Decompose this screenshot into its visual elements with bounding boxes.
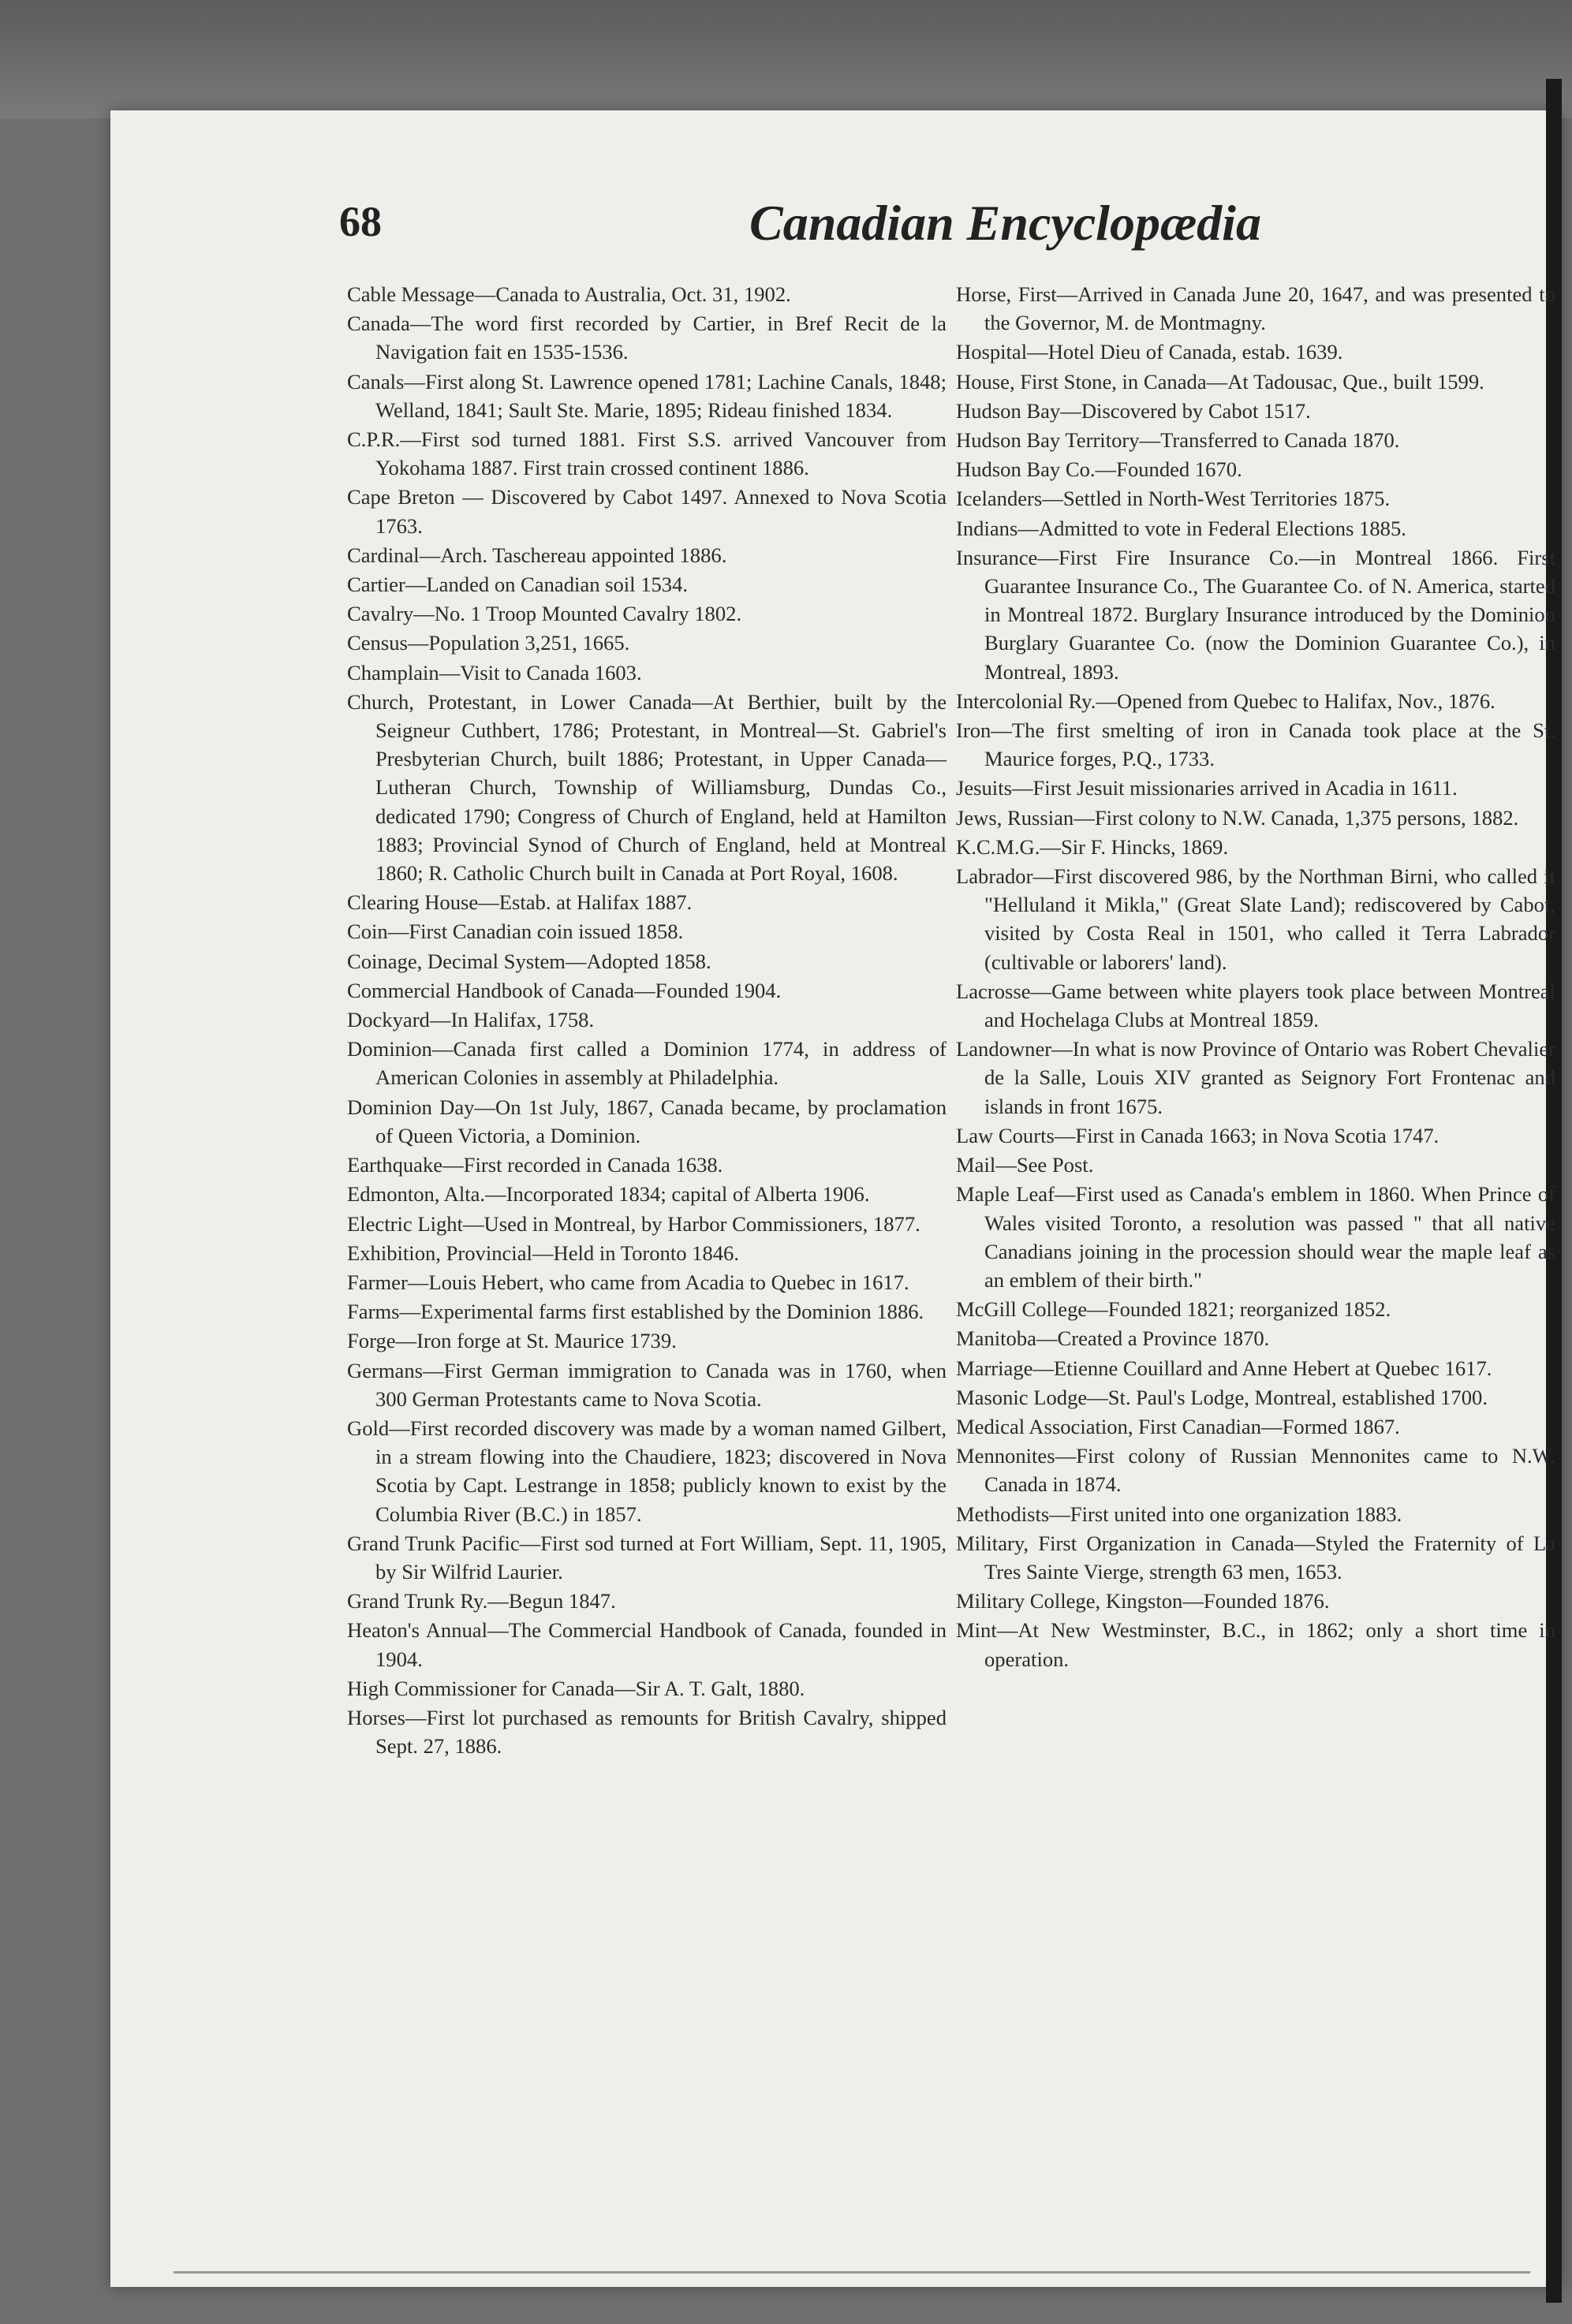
encyclopedia-entry: Electric Light—Used in Montreal, by Harbor Commissioners, 1877.	[347, 1211, 920, 1236]
encyclopedia-entry: Maple Leaf—First used as Canada's emblem in 1860. When Prince of Wales visited Toronto, a resolution was passed " that all native Canadians joining in the procession should wear the maple leaf as an emblem of their birth."	[956, 1182, 1555, 1292]
encyclopedia-entry: K.C.M.G.—Sir F. Hincks, 1869.	[956, 834, 1229, 859]
encyclopedia-entry: Law Courts—First in Canada 1663; in Nova Scotia 1747.	[956, 1123, 1439, 1147]
encyclopedia-entry: Hospital—Hotel Dieu of Canada, estab. 1639.	[956, 340, 1343, 364]
encyclopedia-entry: Mail—See Post.	[956, 1153, 1094, 1177]
encyclopedia-entry: Mennonites—First colony of Russian Mennonites came to N.W. Canada in 1874.	[956, 1444, 1555, 1497]
encyclopedia-entry: Cable Message—Canada to Australia, Oct. 31, 1902.	[347, 282, 791, 306]
encyclopedia-entry: Masonic Lodge—St. Paul's Lodge, Montreal, established 1700.	[956, 1385, 1488, 1409]
encyclopedia-entry: Hudson Bay Co.—Founded 1670.	[956, 457, 1242, 482]
encyclopedia-entry: Indians—Admitted to vote in Federal Elections 1885.	[956, 516, 1406, 540]
encyclopedia-entry: Commercial Handbook of Canada—Founded 1904.	[347, 978, 782, 1002]
encyclopedia-entry: Farmer—Louis Hebert, who came from Acadia to Quebec in 1617.	[347, 1270, 909, 1294]
encyclopedia-entry: Dockyard—In Halifax, 1758.	[347, 1008, 595, 1032]
encyclopedia-entry: Insurance—First Fire Insurance Co.—in Montreal 1866. First Guarantee Insurance Co., The Guarantee Co. of N. America, started in Montreal 1872. Burglary Insurance introduced by the Dominion Burglary Guarantee Co. (now the Dominion Guarantee Co.), in Montreal, 1893.	[956, 545, 1555, 684]
encyclopedia-entry: Military College, Kingston—Founded 1876.	[956, 1589, 1330, 1613]
encyclopedia-entry: Earthquake—First recorded in Canada 1638.	[347, 1153, 723, 1177]
encyclopedia-entry: Methodists—First united into one organization 1883.	[956, 1501, 1402, 1526]
encyclopedia-entry: Canals—First along St. Lawrence opened 1781; Lachine Canals, 1848; Welland, 1841; Sault Ste. Marie, 1895; Rideau finished 1834.	[347, 369, 947, 422]
page-bottom-rule	[174, 2271, 1530, 2274]
encyclopedia-entry: Church, Protestant, in Lower Canada—At Berthier, built by the Seigneur Cuthbert, 1786; Protestant, in Montreal—St. Gabriel's Presbyterian Church, built 1886; Protestant, in Upper Canada—Lutheran Church, Township of Williamsburg, Dundas Co., dedicated 1790; Congress of Church of England, held at Hamilton 1883; Provincial Synod of Church of England, held at Montreal 1860; R. Catholic Church built in Canada at Port Royal, 1608.	[347, 689, 947, 886]
encyclopedia-entry: House, First Stone, in Canada—At Tadousac, Que., built 1599.	[956, 369, 1484, 394]
encyclopedia-entry: Intercolonial Ry.—Opened from Quebec to Halifax, Nov., 1876.	[956, 688, 1495, 713]
encyclopedia-entry: Medical Association, First Canadian—Formed 1867.	[956, 1414, 1400, 1438]
encyclopedia-entry: Forge—Iron forge at St. Maurice 1739.	[347, 1329, 677, 1353]
encyclopedia-entry: Jesuits—First Jesuit missionaries arrived in Acadia in 1611.	[956, 776, 1458, 800]
encyclopedia-entry: Marriage—Etienne Couillard and Anne Hebert at Quebec 1617.	[956, 1356, 1492, 1380]
page-number: 68	[339, 198, 382, 245]
page-header	[339, 197, 1538, 260]
encyclopedia-entry: Manitoba—Created a Province 1870.	[956, 1326, 1270, 1351]
encyclopedia-entry: Exhibition, Provincial—Held in Toronto 1846.	[347, 1240, 739, 1265]
encyclopedia-entry: Farms—Experimental farms first established by the Dominion 1886.	[347, 1300, 924, 1324]
encyclopedia-entry: Coinage, Decimal System—Adopted 1858.	[347, 949, 711, 973]
encyclopedia-entry: Icelanders—Settled in North-West Territories 1875.	[956, 487, 1391, 511]
encyclopedia-entry: Iron—The first smelting of iron in Canada took place at the St. Maurice forges, P.Q., 1733.	[956, 718, 1555, 771]
encyclopedia-entry: Cardinal—Arch. Taschereau appointed 1886.	[347, 543, 727, 567]
encyclopedia-entry: Landowner—In what is now Province of Ontario was Robert Chevalier de la Salle, Louis XIV granted as Seignory Fort Frontenac and islands in front 1675.	[956, 1037, 1555, 1118]
encyclopedia-entry: Labrador—First discovered 986, by the Northman Birni, who called it "Helluland it Mikla," (Great Slate Land); rediscovered by Cabot, visited by Costa Real in 1501, who called it Terra Labrador (cultivable or laborers' land).	[956, 864, 1555, 974]
encyclopedia-entry: Gold—First recorded discovery was made by a woman named Gilbert, in a stream flowing into the Chaudiere, 1823; discovered in Nova Scotia by Capt. Lestrange in 1858; publicly known to exist by the Columbia River (B.C.) in 1857.	[347, 1416, 947, 1526]
encyclopedia-entry: Cavalry—No. 1 Troop Mounted Cavalry 1802.	[347, 602, 742, 626]
encyclopedia-entry: Champlain—Visit to Canada 1603.	[347, 660, 642, 685]
encyclopedia-entry: Coin—First Canadian coin issued 1858.	[347, 920, 684, 944]
encyclopedia-entry: Edmonton, Alta.—Incorporated 1834; capital of Alberta 1906.	[347, 1182, 870, 1207]
encyclopedia-entry: Germans—First German immigration to Canada was in 1760, when 300 German Protestants came to Nova Scotia.	[347, 1358, 947, 1411]
encyclopedia-entry: High Commissioner for Canada—Sir A. T. Galt, 1880.	[347, 1676, 805, 1700]
page-title: Canadian Encyclopædia	[749, 195, 1261, 251]
scan-background	[0, 0, 1572, 118]
encyclopedia-entry: Dominion—Canada first called a Dominion 1774, in address of American Colonies in assembly at Philadelphia.	[347, 1037, 947, 1090]
encyclopedia-entry: Heaton's Annual—The Commercial Handbook of Canada, founded in 1904.	[347, 1618, 947, 1671]
encyclopedia-entry: Grand Trunk Ry.—Begun 1847.	[347, 1589, 616, 1613]
encyclopedia-entry: Census—Population 3,251, 1665.	[347, 631, 630, 655]
encyclopedia-entry: Lacrosse—Game between white players took place between Montreal and Hochelaga Clubs at Montreal 1859.	[956, 979, 1555, 1032]
encyclopedia-entry: C.P.R.—First sod turned 1881. First S.S. arrived Vancouver from Yokohama 1887. First train crossed continent 1886.	[347, 427, 947, 480]
encyclopedia-entry: Canada—The word first recorded by Cartier, in Bref Recit de la Navigation fait en 1535-1536.	[347, 311, 947, 364]
right-column	[956, 280, 1555, 1674]
encyclopedia-entry: Military, First Organization in Canada—Styled the Fraternity of La Tres Sainte Vierge, strength 63 men, 1653.	[956, 1531, 1555, 1584]
encyclopedia-entry: Hudson Bay—Discovered by Cabot 1517.	[956, 398, 1311, 423]
encyclopedia-entry: Jews, Russian—First colony to N.W. Canada, 1,375 persons, 1882.	[956, 805, 1519, 830]
encyclopedia-entry: Cape Breton — Discovered by Cabot 1497. Annexed to Nova Scotia 1763.	[347, 485, 947, 538]
encyclopedia-entry: Grand Trunk Pacific—First sod turned at Fort William, Sept. 11, 1905, by Sir Wilfrid Laurier.	[347, 1531, 947, 1584]
encyclopedia-entry: McGill College—Founded 1821; reorganized 1852.	[956, 1297, 1391, 1322]
encyclopedia-entry: Cartier—Landed on Canadian soil 1534.	[347, 573, 689, 597]
encyclopedia-entry: Hudson Bay Territory—Transferred to Canada 1870.	[956, 428, 1400, 453]
encyclopedia-entry: Mint—At New Westminster, B.C., in 1862; only a short time in operation.	[956, 1618, 1555, 1671]
left-column	[347, 280, 947, 1761]
encyclopedia-entry: Dominion Day—On 1st July, 1867, Canada became, by proclamation of Queen Victoria, a Dominion.	[347, 1095, 947, 1147]
encyclopedia-entry: Horses—First lot purchased as remounts for British Cavalry, shipped Sept. 27, 1886.	[347, 1705, 947, 1759]
encyclopedia-entry: Clearing House—Estab. at Halifax 1887.	[347, 890, 693, 915]
encyclopedia-entry: Horse, First—Arrived in Canada June 20, 1647, and was presented to the Governor, M. de Montmagny.	[956, 282, 1555, 335]
